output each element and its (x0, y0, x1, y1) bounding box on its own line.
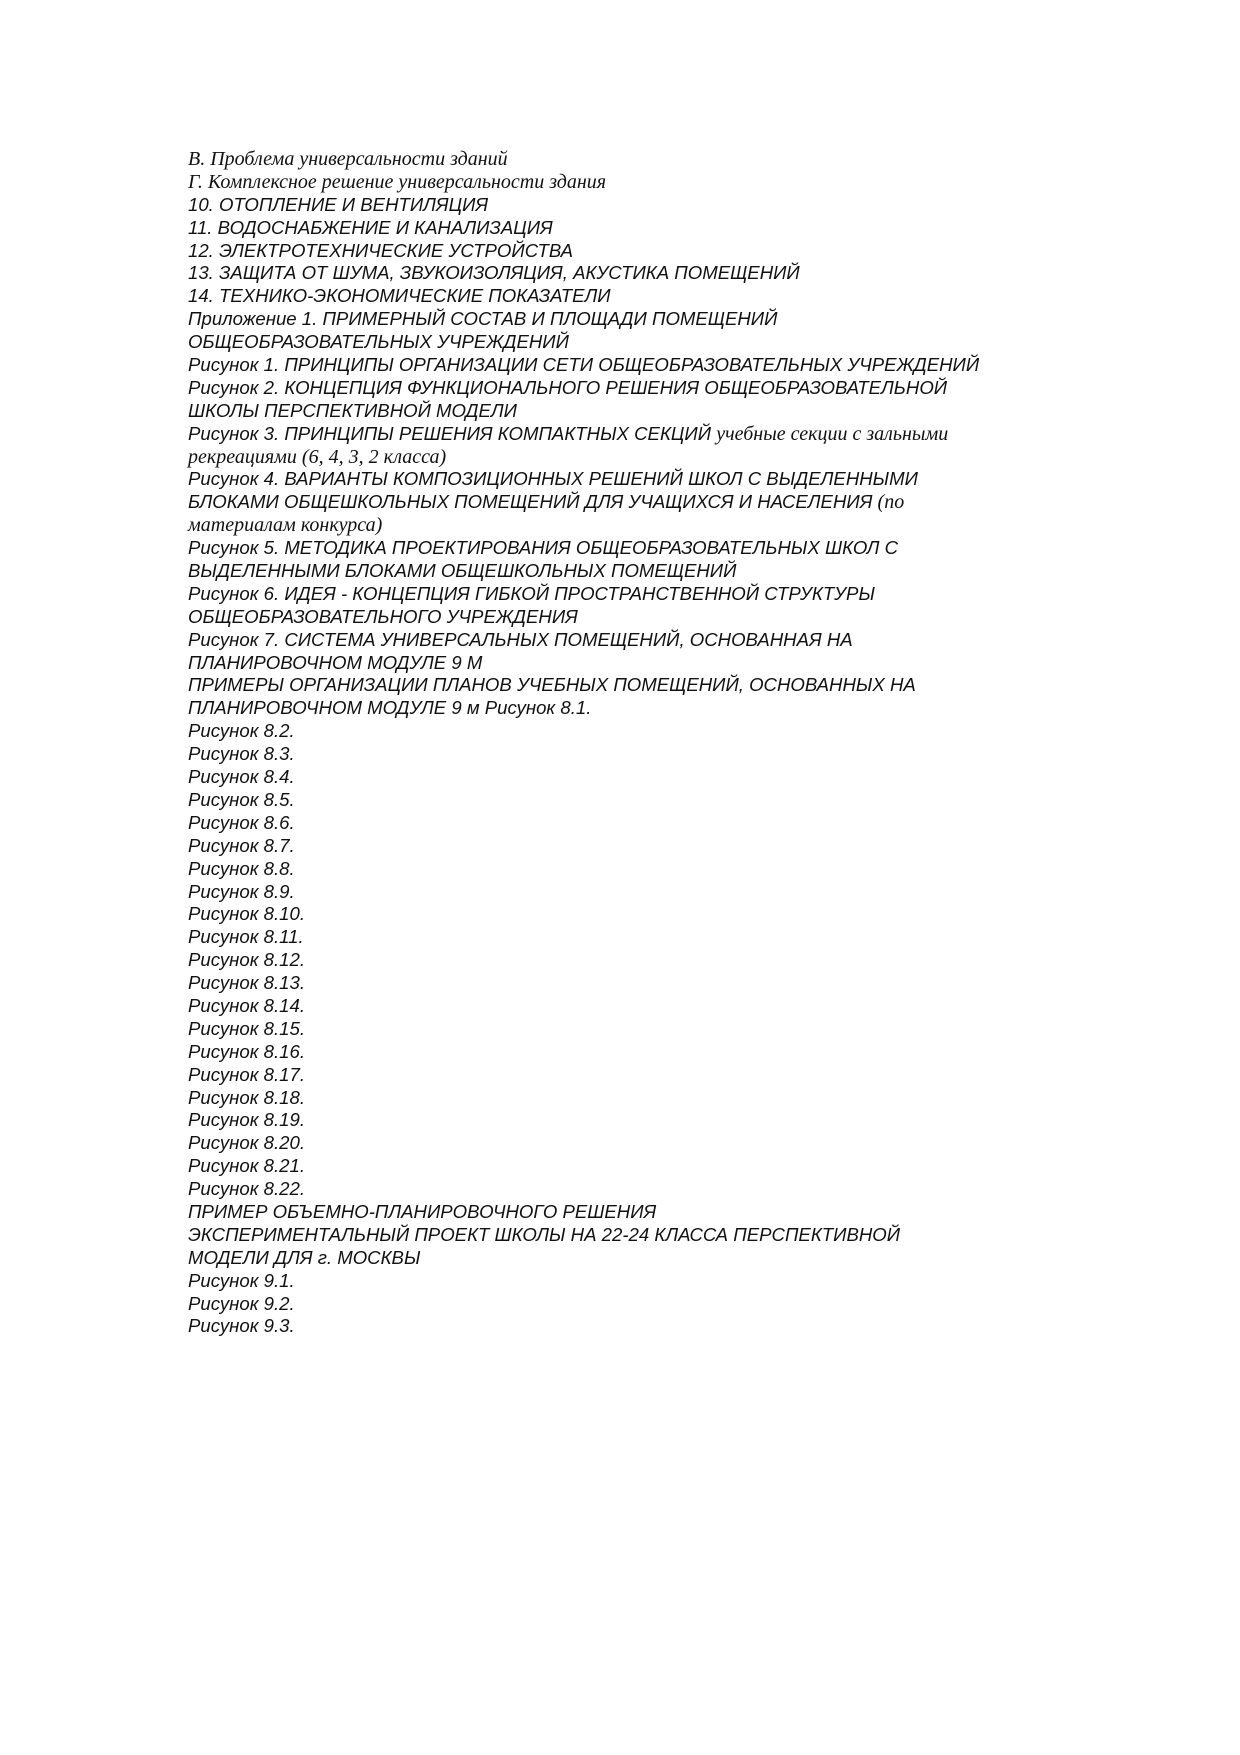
line-text: БЛОКАМИ ОБЩЕШКОЛЬНЫХ ПОМЕЩЕНИЙ ДЛЯ УЧАЩИХСЯ И НАСЕЛЕНИЯ (188, 491, 878, 513)
line-text: (по (877, 491, 905, 514)
line-text: рекреациями (6, 4, 3, 2 класса) (188, 445, 447, 468)
line-text: В. Проблема универсальности зданий (188, 148, 508, 170)
line-text: 13. ЗАЩИТА ОТ ШУМА, ЗВУКОИЗОЛЯЦИЯ, АКУСТИКА ПОМЕЩЕНИЙ (188, 262, 800, 284)
line-text: Рисунок 2. КОНЦЕПЦИЯ ФУНКЦИОНАЛЬНОГО РЕШЕНИЯ ОБЩЕОБРАЗОВАТЕЛЬНОЙ (188, 376, 948, 398)
document-line (188, 652, 1068, 675)
line-text: Рисунок 8.5. (188, 788, 295, 810)
document-line (188, 743, 1068, 766)
document-line (188, 1155, 1068, 1178)
document-line (188, 1064, 1068, 1087)
document-line (188, 194, 1068, 217)
line-text: Рисунок 8.15. (188, 1017, 306, 1039)
line-text: Рисунок 8.16. (188, 1040, 306, 1062)
document-line (188, 331, 1068, 354)
document-line (188, 766, 1068, 789)
line-text: Приложение 1. ПРИМЕРНЫЙ СОСТАВ И ПЛОЩАДИ ПОМЕЩЕНИЙ (188, 308, 778, 330)
document-line (188, 583, 1068, 606)
line-text: 14. ТЕХНИКО-ЭКОНОМИЧЕСКИЕ ПОКАЗАТЕЛИ (188, 285, 611, 307)
line-text: Рисунок 8.8. (188, 857, 295, 879)
document-line (188, 148, 1068, 171)
document-line (188, 514, 1068, 537)
line-text: 12. ЭЛЕКТРОТЕХНИЧЕСКИЕ УСТРОЙСТВА (188, 239, 574, 261)
line-text: Рисунок 8.21. (188, 1155, 306, 1177)
line-text: ПЛАНИРОВОЧНОМ МОДУЛЕ 9 М (188, 651, 483, 673)
document-line (188, 720, 1068, 743)
document-line (188, 446, 1068, 469)
document-line (188, 377, 1068, 400)
line-text: Рисунок 7. СИСТЕМА УНИВЕРСАЛЬНЫХ ПОМЕЩЕНИЙ, ОСНОВАННАЯ НА (188, 628, 853, 650)
document-line (188, 400, 1068, 423)
document-line (188, 812, 1068, 835)
line-text: МОДЕЛИ ДЛЯ г. МОСКВЫ (188, 1246, 421, 1268)
line-text: Рисунок 8.18. (188, 1086, 306, 1108)
line-text: Рисунок 8.12. (188, 949, 306, 971)
document-line (188, 491, 1068, 514)
document-line (188, 972, 1068, 995)
line-text: Рисунок 4. ВАРИАНТЫ КОМПОЗИЦИОННЫХ РЕШЕНИЙ ШКОЛ С ВЫДЕЛЕННЫМИ (188, 468, 918, 490)
document-line (188, 1201, 1068, 1224)
line-text: ОБЩЕОБРАЗОВАТЕЛЬНОГО УЧРЕЖДЕНИЯ (188, 605, 578, 627)
line-text: Рисунок 3. ПРИНЦИПЫ РЕШЕНИЯ КОМПАКТНЫХ СЕКЦИЙ (188, 422, 717, 444)
line-text: Рисунок 8.2. (188, 720, 295, 742)
document-line (188, 1293, 1068, 1316)
line-text: 10. ОТОПЛЕНИЕ И ВЕНТИЛЯЦИЯ (188, 193, 489, 215)
document-line (188, 1109, 1068, 1132)
document-body (188, 148, 1068, 1338)
line-text: Рисунок 8.22. (188, 1178, 306, 1200)
document-line (188, 1178, 1068, 1201)
document-line (188, 262, 1068, 285)
line-text: Рисунок 8.6. (188, 811, 295, 833)
document-line (188, 1132, 1068, 1155)
document-line (188, 995, 1068, 1018)
document-line (188, 308, 1068, 331)
line-text: Рисунок 9.1. (188, 1269, 295, 1291)
line-text: Рисунок 6. ИДЕЯ - КОНЦЕПЦИЯ ГИБКОЙ ПРОСТРАНСТВЕННОЙ СТРУКТУРЫ (188, 582, 875, 604)
document-line (188, 903, 1068, 926)
line-text: Рисунок 8.14. (188, 994, 306, 1016)
line-text: Рисунок 8.9. (188, 880, 295, 902)
line-text: ПЛАНИРОВОЧНОМ МОДУЛЕ 9 м Рисунок 8.1. (188, 697, 592, 719)
line-text: ШКОЛЫ ПЕРСПЕКТИВНОЙ МОДЕЛИ (188, 399, 517, 421)
document-line (188, 697, 1068, 720)
document-line (188, 1018, 1068, 1041)
line-text: ЭКСПЕРИМЕНТАЛЬНЫЙ ПРОЕКТ ШКОЛЫ НА 22-24 КЛАССА ПЕРСПЕКТИВНОЙ (188, 1223, 901, 1245)
line-text: 11. ВОДОСНАБЖЕНИЕ И КАНАЛИЗАЦИЯ (188, 216, 553, 238)
line-text: Рисунок 8.19. (188, 1109, 306, 1131)
document-line (188, 217, 1068, 240)
line-text: ПРИМЕРЫ ОРГАНИЗАЦИИ ПЛАНОВ УЧЕБНЫХ ПОМЕЩЕНИЙ, ОСНОВАННЫХ НА (188, 674, 916, 696)
document-line (188, 881, 1068, 904)
line-text: Рисунок 8.13. (188, 972, 306, 994)
document-line (188, 858, 1068, 881)
line-text: Рисунок 1. ПРИНЦИПЫ ОРГАНИЗАЦИИ СЕТИ ОБЩЕОБРАЗОВАТЕЛЬНЫХ УЧРЕЖДЕНИЙ (188, 354, 980, 376)
document-line (188, 1315, 1068, 1338)
line-text: Рисунок 8.3. (188, 743, 295, 765)
document-line (188, 674, 1068, 697)
line-text: Рисунок 8.10. (188, 903, 306, 925)
document-line (188, 171, 1068, 194)
document-line (188, 354, 1068, 377)
line-text: Рисунок 8.20. (188, 1132, 306, 1154)
document-line (188, 1041, 1068, 1064)
document-line (188, 423, 1068, 446)
document-line (188, 240, 1068, 263)
document-line (188, 537, 1068, 560)
line-text: Рисунок 8.11. (188, 926, 304, 948)
line-text: ПРИМЕР ОБЪЕМНО-ПЛАНИРОВОЧНОГО РЕШЕНИЯ (188, 1200, 657, 1222)
document-line (188, 1224, 1068, 1247)
document-line (188, 949, 1068, 972)
document-line (188, 468, 1068, 491)
document-line (188, 606, 1068, 629)
line-text: ВЫДЕЛЕННЫМИ БЛОКАМИ ОБЩЕШКОЛЬНЫХ ПОМЕЩЕНИЙ (188, 560, 737, 582)
line-text: учебные секции с зальными (716, 422, 949, 445)
line-text: Рисунок 8.4. (188, 766, 295, 788)
document-line (188, 285, 1068, 308)
line-text: материалам конкурса) (188, 514, 383, 537)
line-text: Г. Комплексное решение универсальности здания (188, 170, 607, 193)
document-line (188, 835, 1068, 858)
line-text: Рисунок 9.2. (188, 1292, 295, 1314)
line-text: Рисунок 8.7. (188, 834, 295, 856)
line-text: Рисунок 5. МЕТОДИКА ПРОЕКТИРОВАНИЯ ОБЩЕОБРАЗОВАТЕЛЬНЫХ ШКОЛ С (188, 537, 899, 559)
document-line (188, 629, 1068, 652)
line-text: Рисунок 9.3. (188, 1315, 295, 1337)
document-line (188, 1247, 1068, 1270)
document-line (188, 560, 1068, 583)
line-text: ОБЩЕОБРАЗОВАТЕЛЬНЫХ УЧРЕЖДЕНИЙ (188, 331, 569, 353)
document-line (188, 926, 1068, 949)
line-text: Рисунок 8.17. (188, 1063, 306, 1085)
document-line (188, 1270, 1068, 1293)
document-line (188, 789, 1068, 812)
document-line (188, 1087, 1068, 1110)
